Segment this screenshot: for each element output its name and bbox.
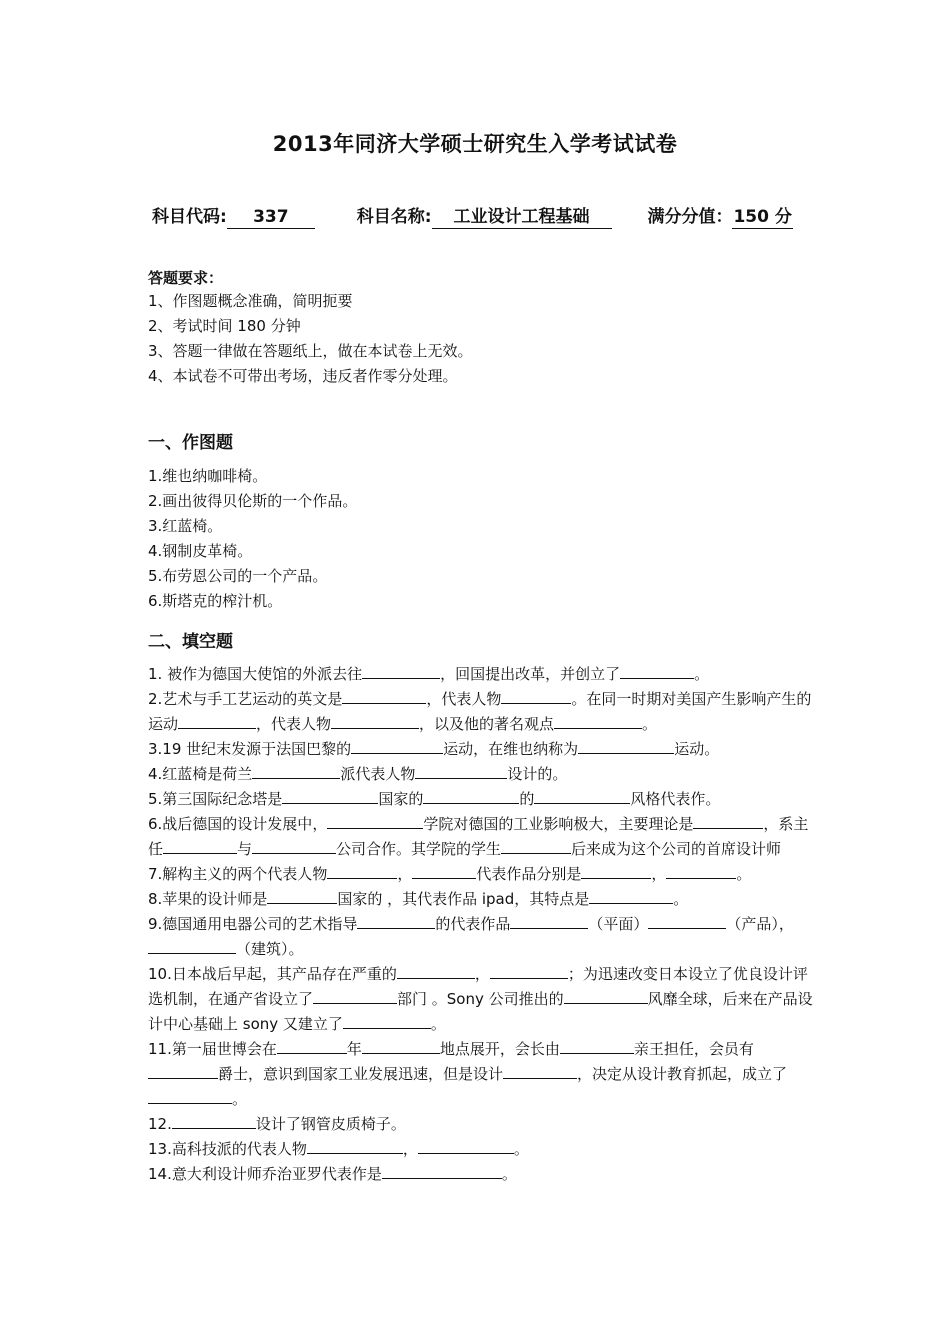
answer-blank bbox=[382, 1164, 502, 1179]
drawing-question: 6.斯塔克的榨汁机。 bbox=[148, 592, 283, 610]
answer-blank bbox=[620, 664, 694, 679]
answer-blank bbox=[490, 964, 568, 979]
requirement-item: 1、作图题概念准确，简明扼要 bbox=[148, 292, 353, 310]
answer-blank bbox=[313, 989, 397, 1004]
requirements-title: 答题要求： bbox=[148, 269, 224, 287]
answer-blank bbox=[501, 689, 571, 704]
answer-blank bbox=[267, 889, 337, 904]
fill-questions bbox=[148, 662, 820, 1187]
requirements-list bbox=[148, 289, 473, 389]
drawing-questions bbox=[148, 464, 357, 614]
fill-question-12: 12. 设计了钢管皮质椅子。 bbox=[148, 1115, 406, 1133]
requirement-item: 2、考试时间 180 分钟 bbox=[148, 317, 301, 335]
exam-title: 2013年同济大学硕士研究生入学考试试卷 bbox=[272, 132, 678, 156]
answer-blank bbox=[554, 714, 642, 729]
answer-blank bbox=[589, 889, 673, 904]
requirement-item: 3、答题一律做在答题纸上，做在本试卷上无效。 bbox=[148, 342, 473, 360]
drawing-question: 5.布劳恩公司的一个产品。 bbox=[148, 567, 328, 585]
fill-question-6: 6.战后德国的设计发展中， 学院对德国的工业影响极大，主要理论是 ，系主任 与 公司合作。其学院的学生 后来成为这个公司的首席设计师 bbox=[148, 815, 809, 858]
answer-blank bbox=[693, 814, 763, 829]
answer-blank bbox=[163, 839, 237, 854]
answer-blank bbox=[178, 714, 256, 729]
answer-blank bbox=[351, 739, 443, 754]
answer-blank bbox=[252, 764, 340, 779]
fill-question-3: 3.19 世纪末发源于法国巴黎的 运动，在维也纳称为 运动。 bbox=[148, 740, 720, 758]
fill-question-8: 8.苹果的设计师是 国家的 ，其代表作品 ipad，其特点是 。 bbox=[148, 890, 689, 908]
answer-blank bbox=[327, 814, 423, 829]
answer-blank bbox=[564, 989, 648, 1004]
answer-blank bbox=[252, 839, 336, 854]
subject-code-value: 337 bbox=[227, 207, 315, 229]
fill-question-7: 7.解构主义的两个代表人物 ， 代表作品分别是 ， 。 bbox=[148, 865, 752, 883]
answer-blank bbox=[148, 1064, 218, 1079]
fill-question-2: 2.艺术与手工艺运动的英文是 ，代表人物 。在同一时期对美国产生影响产生的运动 ，代表人物 ，以及他的著名观点 。 bbox=[148, 690, 812, 733]
answer-blank bbox=[148, 939, 236, 954]
fill-question-14: 14.意大利设计师乔治亚罗代表作是 。 bbox=[148, 1165, 517, 1183]
answer-blank bbox=[282, 789, 378, 804]
answer-blank bbox=[307, 1139, 403, 1154]
answer-blank bbox=[578, 739, 674, 754]
subject-name-value: 工业设计工程基础 bbox=[432, 202, 612, 229]
answer-blank bbox=[415, 764, 507, 779]
fill-question-4: 4.红蓝椅是荷兰 派代表人物 设计的。 bbox=[148, 765, 568, 783]
answer-blank bbox=[648, 914, 726, 929]
answer-blank bbox=[560, 1039, 634, 1054]
subject-name bbox=[357, 202, 612, 229]
full-score-label: 满分分值： bbox=[647, 207, 733, 227]
answer-blank bbox=[331, 714, 419, 729]
answer-blank bbox=[362, 1039, 440, 1054]
answer-blank bbox=[357, 914, 435, 929]
answer-blank bbox=[412, 864, 476, 879]
fill-question-13: 13.高科技派的代表人物 ， 。 bbox=[148, 1140, 529, 1158]
answer-blank bbox=[343, 1014, 431, 1029]
answer-blank bbox=[423, 789, 519, 804]
answer-blank bbox=[148, 1089, 232, 1104]
answer-blank bbox=[342, 689, 426, 704]
answer-blank bbox=[277, 1039, 347, 1054]
answer-blank bbox=[534, 789, 630, 804]
answer-blank bbox=[510, 914, 588, 929]
section-fill-title: 二、填空题 bbox=[148, 632, 233, 652]
subject-code bbox=[152, 202, 315, 229]
subject-info bbox=[152, 202, 832, 229]
answer-blank bbox=[172, 1114, 256, 1129]
full-score bbox=[647, 202, 792, 229]
section-drawing-title: 一、作图题 bbox=[148, 433, 233, 453]
answer-blank bbox=[418, 1139, 514, 1154]
answer-blank bbox=[327, 864, 397, 879]
fill-question-10: 10.日本战后早起，其产品存在严重的 ， ；为迅速改变日本设立了优良设计评选机制，在通产省设立了 部门 。Sony 公司推出的 风靡全球，后来在产品设计中心基础上 sony 又建立了 。 bbox=[148, 965, 813, 1033]
answer-blank bbox=[397, 964, 475, 979]
full-score-value: 150 分 bbox=[732, 202, 792, 229]
subject-code-label: 科目代码: bbox=[152, 207, 227, 227]
answer-blank bbox=[503, 1064, 577, 1079]
fill-question-1: 1. 被作为德国大使馆的外派去往 ，回国提出改革，并创立了 。 bbox=[148, 665, 710, 683]
drawing-question: 1.维也纳咖啡椅。 bbox=[148, 467, 268, 485]
answer-blank bbox=[362, 664, 440, 679]
answer-blank bbox=[501, 839, 571, 854]
fill-question-5: 5.第三国际纪念塔是 国家的 的 风格代表作。 bbox=[148, 790, 721, 808]
drawing-question: 2.画出彼得贝伦斯的一个作品。 bbox=[148, 492, 358, 510]
drawing-question: 4.钢制皮革椅。 bbox=[148, 542, 253, 560]
answer-blank bbox=[666, 864, 736, 879]
requirement-item: 4、本试卷不可带出考场，违反者作零分处理。 bbox=[148, 367, 458, 385]
subject-name-label: 科目名称: bbox=[356, 207, 432, 227]
answer-blank bbox=[581, 864, 651, 879]
drawing-question: 3.红蓝椅。 bbox=[148, 517, 223, 535]
fill-question-9: 9.德国通用电器公司的艺术指导 的代表作品 （平面） （产品），（建筑）。 bbox=[148, 915, 794, 958]
fill-question-11: 11.第一届世博会在 年 地点展开，会长由 亲王担任，会员有爵士，意识到国家工业发展迅速，但是设计 ，决定从设计教育抓起，成立了。 bbox=[148, 1040, 788, 1108]
